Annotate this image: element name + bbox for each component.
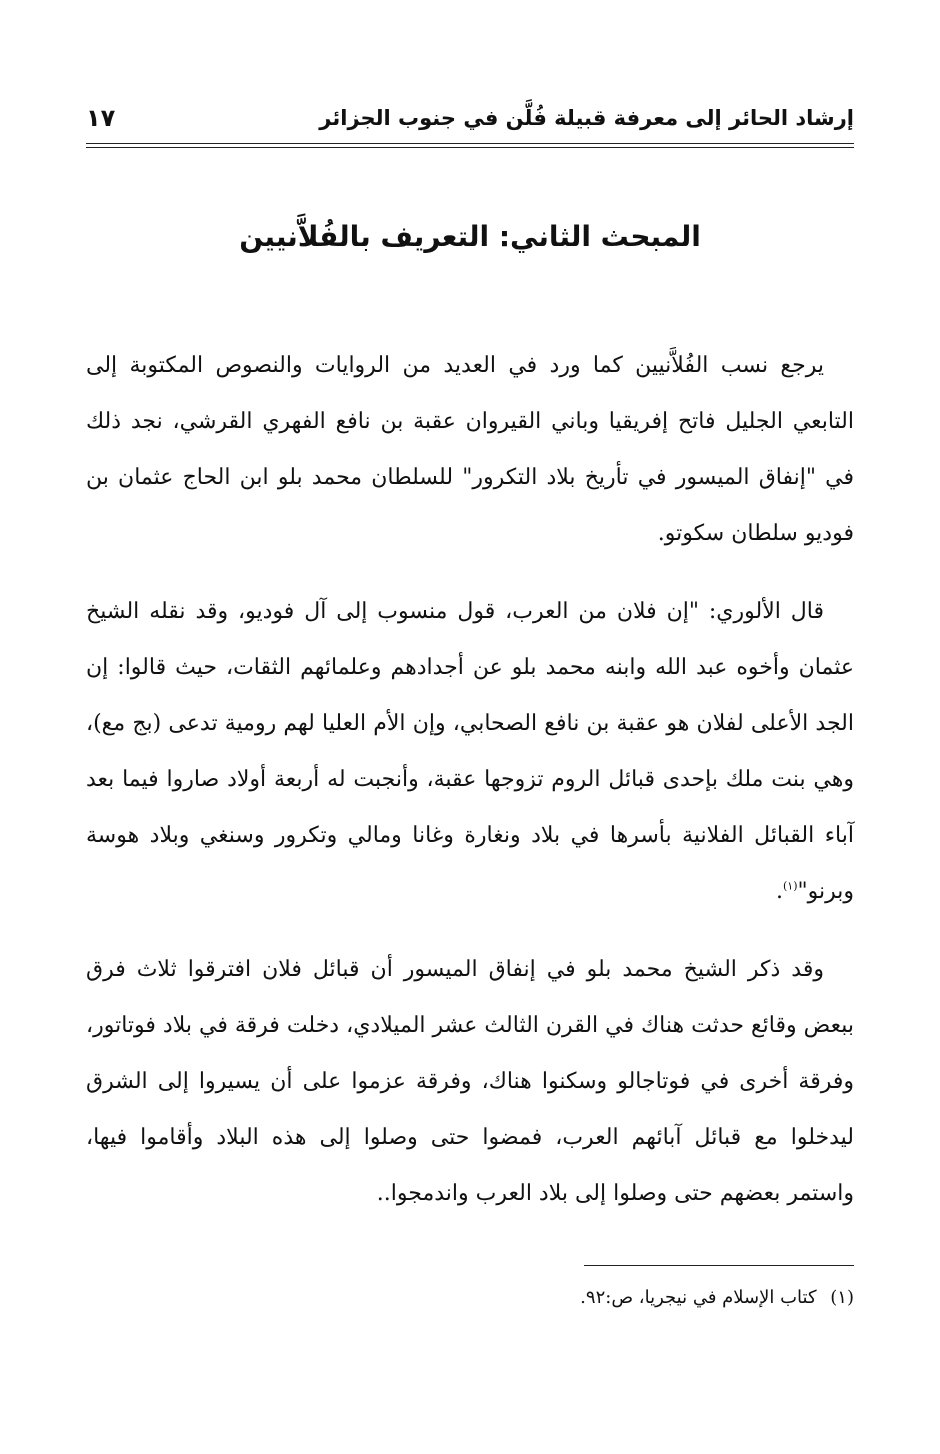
footnote-separator [584,1265,854,1266]
paragraph-3: وقد ذكر الشيخ محمد بلو في إنفاق الميسور أن قبائل فلان افترقوا ثلاث فرق ببعض وقائع حدثت هناك في القرن الثالث عشر الميلادي، دخلت فرقة في بلاد فوتاتور، وفرقة أخرى في فوتاجالو وسكنوا هناك، وفرقة عزموا على أن يسيروا إلى الشرق ليدخلوا مع قبائل آبائهم العرب، فمضوا حتى وصلوا إلى هذه البلاد وأقاموا فيها، واستمر بعضهم حتى وصلوا إلى بلاد العرب واندمجوا.. [86,957,854,1206]
section-title: المبحث الثاني: التعريف بالفُلاَّنيين [239,220,701,253]
running-header-title: إرشاد الحائر إلى معرفة قبيلة فُلَّن في جنوب الجزائر [319,106,854,130]
paragraph-1: يرجع نسب الفُلاَّنيين كما ورد في العديد من الروايات والنصوص المكتوبة إلى التابعي الجليل فاتح إفريقيا وباني القيروان عقبة بن نافع الفهري القرشي، نجد ذلك في "إنفاق الميسور في تأريخ بلاد التكرور" للسلطان محمد بلو ابن الحاج عثمان بن فوديو سلطان سكوتو. [86,353,854,546]
paragraph-2-end: . [775,879,783,904]
footnote-text: كتاب الإسلام في نيجريا، ص:٩٢. [580,1287,817,1308]
page-number: ١٧ [86,104,116,132]
footnote-reference[interactable]: (١) [782,879,798,893]
body-text [86,338,854,1244]
footnote-marker: (١) [830,1287,854,1308]
running-header [86,98,854,138]
paragraph-2-text: قال الألوري: "إن فلان من العرب، قول منسوب إلى آل فوديو، وقد نقله الشيخ عثمان وأخوه عبد الله وابنه محمد بلو عن أجدادهم وعلمائهم الثقات، حيث قالوا: إن الجد الأعلى لفلان هو عقبة بن نافع الصحابي، وإن الأم العليا لهم رومية تدعى (بج مع)، وهي بنت ملك بإحدى قبائل الروم تزوجها عقبة، وأنجبت له أربعة أولاد صاروا فيما بعد آباء القبائل الفلانية بأسرها في بلاد ونغارة وغانا ومالي وتكرور وسنغي وبلاد هوسة وبرنو" [86,599,854,904]
header-double-rule [86,143,854,148]
footnote [86,1285,854,1311]
paragraph-2 [86,584,854,920]
